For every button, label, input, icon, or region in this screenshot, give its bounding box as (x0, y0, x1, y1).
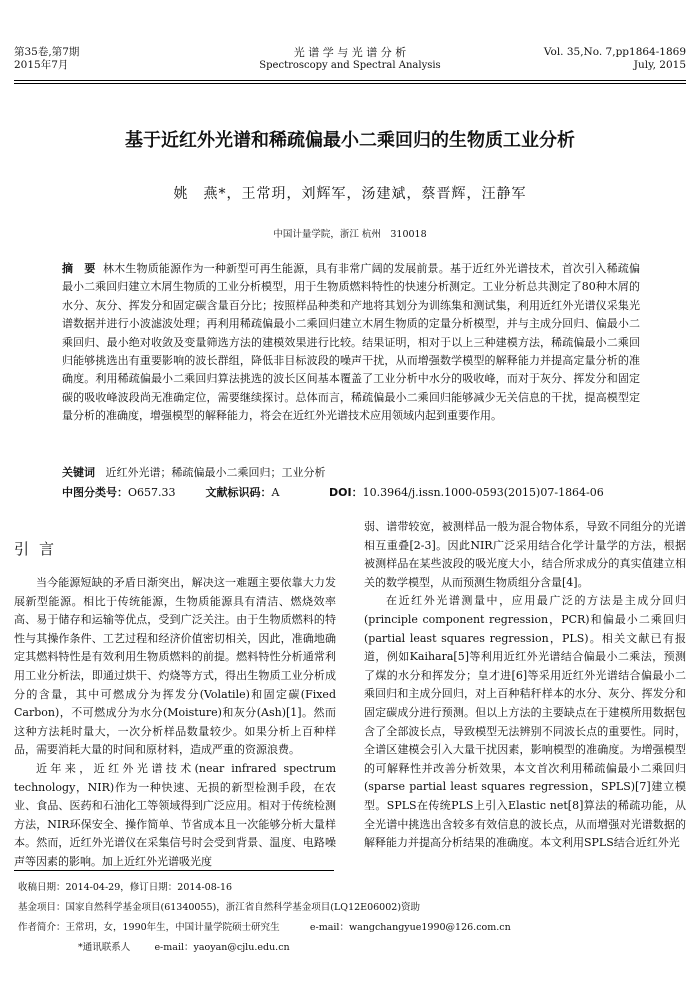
header-right (544, 46, 686, 72)
date-cn: 2015年7月 (14, 59, 69, 71)
author-list: 姚 燕*，王常玥，刘辉军，汤建斌，蔡晋辉，汪静军 (173, 186, 527, 202)
author-bio: 作者简介：王常玥，女，1990年生，中国计量学院硕士研究生 (18, 922, 280, 933)
volume-cn: 第35卷,第7期 (14, 46, 80, 58)
right-column (364, 518, 686, 853)
affiliation: 中国计量学院，浙江 杭州 310018 (273, 229, 427, 240)
paragraph: 近年来，近红外光谱技术(near infrared spectrum technology，NIR)作为一种快速、无损的新型检测手段，在农业、食品、医药和石油化工等领域得到广泛应用。相对于传统检测方法，NIR环保安全、操作简单、节省成本且一次能够分析大量样本。然而，近红外光谱仪在采集信号时会受到背景、温度、电路噪声等因素的影响。加上近红外光谱吸光度 (14, 761, 336, 868)
abstract-text: 林木生物质能源作为一种新型可再生能源，具有非常广阔的发展前景。基于近红外光谱技术，首次引入稀疏偏最小二乘回归建立木屑生物质的工业分析模型，用于生物质燃料特性的快速分析测定。工业分析总共测定了80种木屑的水分、灰分、挥发分和固定碳含量百分比；按照样品种类和产地将其划分为训练集和测试集，利用近红外光谱仪采集光谱数据并进行小波滤波处理；再利用稀疏偏最小二乘回归建立木屑生物质的定量分析模型，并与主成分回归、偏最小二乘回归、最小绝对收敛及变量筛选方法的建模效果进行比较。结果证明，相对于以上三种建模方法，稀疏偏最小二乘回归能够挑选出有重要影响的波长群组，降低非目标波段的噪声干扰，从而增强数学模型的解释能力并提高定量分析的准确度。利用稀疏偏最小二乘回归算法挑选的波长区间基本覆盖了工业分析中水分的吸收峰，而对于灰分、挥发分和固定碳的吸收峰波段尚无准确定位，需要继续探讨。总体而言，稀疏偏最小二乘回归能够减少无关信息的干扰，提高模型定量分析的准确度，增强模型的解释能力，将会在近红外光谱技术应用领域内起到重要作用。 (62, 262, 641, 423)
classification (62, 484, 662, 502)
doc-code-value: A (271, 486, 280, 499)
header-rule-thin (14, 83, 686, 84)
header-left (14, 46, 79, 72)
clc-label: 中图分类号： (62, 486, 128, 499)
date-en: July, 2015 (633, 59, 686, 71)
doc-code-label: 文献标识码： (205, 486, 272, 499)
left-column (14, 574, 336, 872)
keywords (62, 464, 652, 482)
paper-title: 基于近红外光谱和稀疏偏最小二乘回归的生物质工业分析 (125, 130, 575, 151)
section-heading-introduction: 引言 (14, 540, 65, 558)
doi-value: 10.3964/j.issn.1000-0593(2015)07-1864-06 (362, 486, 604, 499)
abstract (62, 260, 640, 426)
doi-label: DOI： (329, 486, 363, 499)
paragraph: 在近红外光谱测量中，应用最广泛的方法是主成分回归(principle component regression，PCR)和偏最小二乘回归(partial least squares regression，PLS)。相关文献已有报道，例如Kaihara[5]等利用近红外光谱结合偏最小二乘法，预测了煤的水分和挥发分；皇才进[6]等采用近红外光谱结合偏最小二乘回归和主成分回归，对上百种秸秆样本的水分、灰分、挥发分和固定碳成分进行预测。但以上方法的主要缺点在于建模所用数据包含了全部波长点，导致模型无法辨别不同波长点的重要性。同时，全谱区建模会引入大量干扰因素，影响模型的准确度。为增强模型的可解释性并改善分析效果，本文首次利用稀疏偏最小二乘回归(sparse partial least squares regression，SPLS)[7]建立模型。SPLS在传统PLS上引入Elastic net[8]算法的稀疏功能，从全光谱中挑选出含较多有效信息的波长点，从而增强对光谱数据的解释能力并提高分析结果的准确度。本文利用SPLS结合近红外光 (364, 594, 686, 850)
paragraph: 弱、谱带较宽，被测样品一般为混合物体系，导致不同组分的光谱相互重叠[2-3]。因此NIR广泛采用结合化学计量学的方法，根据被测样品在某些波段的吸光度大小，结合所求成分的真实值建立相关的数学模型，从而预测生物质组分含量[4]。 (364, 520, 686, 589)
corresponding-label: *通讯联系人 (78, 942, 131, 953)
journal-en: Spectroscopy and Spectral Analysis (259, 60, 441, 71)
corresponding-email: e-mail：yaoyan@cjlu.edu.cn (154, 942, 290, 953)
keywords-text: 近红外光谱；稀疏偏最小二乘回归；工业分析 (105, 466, 326, 479)
paragraph: 当今能源短缺的矛盾日渐突出，解决这一难题主要依靠大力发展新型能源。相比于传统能源，生物质能源具有清洁、燃烧效率高、易于储存和运输等优点，受到广泛关注。由于生物质燃料的特性与其操作条件、工艺过程和经济价值密切相关，因此，准确地确定其燃料特性是有效利用生物质燃料的前提。燃料特性分析通常利用工业分析法，即通过烘干、灼烧等方式，得出生物质工业分析成分的含量，其中可燃成分为挥发分(Volatile)和固定碳(Fixed Carbon)，不可燃成分为水分(Moisture)和灰分(Ash)[1]。然而这种方法耗时量大，一次分析样品数量较少。如果分析上百种样品，需要消耗大量的时间和原材料，造成严重的资源浪费。 (14, 576, 336, 757)
keywords-label: 关键词 (62, 466, 95, 479)
author-email: e-mail：wangchangyue1990@126.com.cn (309, 922, 511, 933)
abstract-label: 摘 要 (62, 262, 96, 275)
footnotes (18, 878, 678, 958)
journal-cn: 光 谱 学 与 光 谱 分 析 (293, 46, 407, 59)
header-rule (14, 80, 686, 81)
volume-en: Vol. 35,No. 7,pp1864-1869 (543, 46, 686, 58)
footnote-rule (14, 870, 334, 871)
funding: 基金项目：国家自然科学基金项目(61340055)，浙江省自然科学基金项目(LQ12E06002)资助 (18, 902, 421, 913)
journal-name (200, 46, 500, 72)
clc-value: O657.33 (128, 486, 176, 499)
received-date: 收稿日期：2014-04-29，修订日期：2014-08-16 (18, 882, 233, 893)
